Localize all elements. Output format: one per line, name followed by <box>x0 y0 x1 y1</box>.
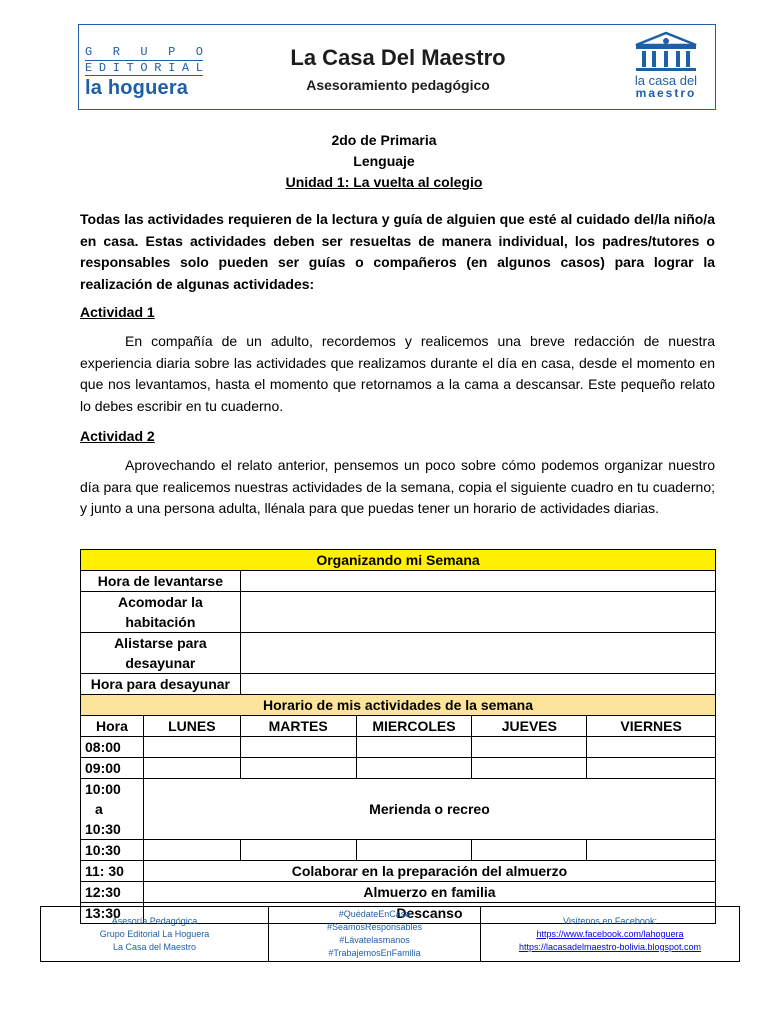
blank-cell <box>240 571 715 592</box>
table-row <box>81 779 716 840</box>
activity1-paragraph: En compañía de un adulto, recordemos y realicemos una breve redacción de nuestra experiencia diaria sobre las actividades que realizamos durante el día en casa, desde el momento en que nos levantamos, hasta el momento que retornamos a la cama a descansar. Este pequeño relato lo debes escribir en tu cuaderno. <box>80 333 715 414</box>
document-title-block <box>0 130 768 193</box>
time-cell: 10:30 <box>81 840 144 861</box>
blank-cell <box>143 737 240 758</box>
time-cell: 08:00 <box>81 737 144 758</box>
blog-link[interactable]: https://lacasadelmaestro-bolivia.blogspot.com <box>518 941 702 952</box>
blank-cell <box>240 633 715 674</box>
time-cell: 11: 30 <box>81 861 144 882</box>
morning-label: Acomodar la habitación <box>81 592 241 633</box>
blank-cell <box>143 758 240 779</box>
document-footer <box>40 906 740 962</box>
column-header: MARTES <box>240 716 356 737</box>
schedule-title-row <box>81 695 716 716</box>
logo-text-line1: la casa del <box>634 73 698 88</box>
table-row <box>81 674 716 695</box>
column-header: JUEVES <box>472 716 587 737</box>
table-title: Organizando mi Semana <box>81 550 716 571</box>
blank-cell <box>240 674 715 695</box>
blank-cell <box>240 758 356 779</box>
blank-cell <box>240 592 715 633</box>
activity1-heading: Actividad 1 <box>80 304 155 320</box>
footer-credits: Asesoría Pedagógica Grupo Editorial La Hoguera La Casa del Maestro <box>41 907 269 961</box>
almuerzo-cell: Almuerzo en familia <box>143 882 715 903</box>
blank-cell <box>143 840 240 861</box>
column-header: MIERCOLES <box>356 716 472 737</box>
header-row <box>81 716 716 737</box>
logo-name: la hoguera <box>85 77 189 99</box>
blank-cell <box>240 737 356 758</box>
table-row <box>81 758 716 779</box>
table-row <box>81 882 716 903</box>
blank-cell <box>356 840 472 861</box>
table-row <box>81 861 716 882</box>
logo-row-grupo: G R U P O <box>85 45 203 59</box>
column-header: VIERNES <box>587 716 716 737</box>
time-cell: 13:30 <box>81 903 144 924</box>
blank-cell <box>356 737 472 758</box>
morning-label: Hora para desayunar <box>81 674 241 695</box>
morning-label: Alistarse para desayunar <box>81 633 241 674</box>
morning-label: Hora de levantarse <box>81 571 241 592</box>
header-subtitle: Asesoramiento pedagógico <box>306 77 490 93</box>
la-hoguera-logo <box>85 45 203 99</box>
time-cell: 09:00 <box>81 758 144 779</box>
table-row <box>81 737 716 758</box>
merienda-cell: Merienda o recreo <box>143 779 715 840</box>
blank-cell <box>587 758 716 779</box>
descanso-cell: Descanso <box>143 903 715 924</box>
time-cell: 12:30 <box>81 882 144 903</box>
footer-links: Visítenos en Facebook: https://www.facebook.com/lahoguera https://lacasadelmaestro-bolivia.blogspot.com <box>481 907 739 961</box>
header-title: La Casa Del Maestro <box>290 45 506 70</box>
blank-cell <box>356 758 472 779</box>
blank-cell <box>472 737 587 758</box>
blank-cell <box>240 840 356 861</box>
table-row <box>81 592 716 633</box>
building-icon <box>632 31 700 73</box>
table-row <box>81 571 716 592</box>
activity2-paragraph: Aprovechando el relato anterior, pensemos un poco sobre cómo podemos organizar nuestro día para que realicemos nuestras actividades de la semana, copia el siguiente cuadro en tu cuaderno; y junto a una persona adulta, llénala para que puedas tener un horario de actividades diarias. <box>80 457 715 516</box>
schedule-title: Horario de mis actividades de la semana <box>81 695 716 716</box>
footer-hashtags: #QuédateEnCasa #SeamosResponsables #Lávatelasmanos #TrabajemosEnFamilia <box>269 907 481 961</box>
unit-title: Unidad 1: La vuelta al colegio <box>285 174 483 190</box>
blank-cell <box>472 840 587 861</box>
document-header <box>78 24 716 110</box>
subject-label: Lenguaje <box>353 153 415 169</box>
column-header: Hora <box>81 716 144 737</box>
table-row <box>81 840 716 861</box>
weekly-schedule-table <box>80 549 716 924</box>
time-cell: 10:00 a 10:30 <box>81 779 144 840</box>
intro-paragraph: Todas las actividades requieren de la lectura y guía de alguien que esté al cuidado del/la niño/a en casa. Estas actividades deben ser resueltas de manera individual, los padres/tutores o responsables solo pueden ser guías o compañeros (en algunos casos) para lograr la realización de algunas actividades: <box>80 211 715 292</box>
blank-cell <box>587 840 716 861</box>
logo-text-line2: maestro <box>635 86 697 100</box>
table-title-row <box>81 550 716 571</box>
grade-label: 2do de Primaria <box>331 132 437 148</box>
logo-row-editorial: E D I T O R I A L <box>85 61 203 75</box>
blank-cell <box>472 758 587 779</box>
blank-cell <box>587 737 716 758</box>
casa-del-maestro-logo <box>623 31 709 103</box>
column-header: LUNES <box>143 716 240 737</box>
facebook-link[interactable]: https://www.facebook.com/lahoguera <box>536 928 684 939</box>
activity2-heading: Actividad 2 <box>80 428 155 444</box>
table-row <box>81 633 716 674</box>
almuerzo-prep-cell: Colaborar en la preparación del almuerzo <box>143 861 715 882</box>
